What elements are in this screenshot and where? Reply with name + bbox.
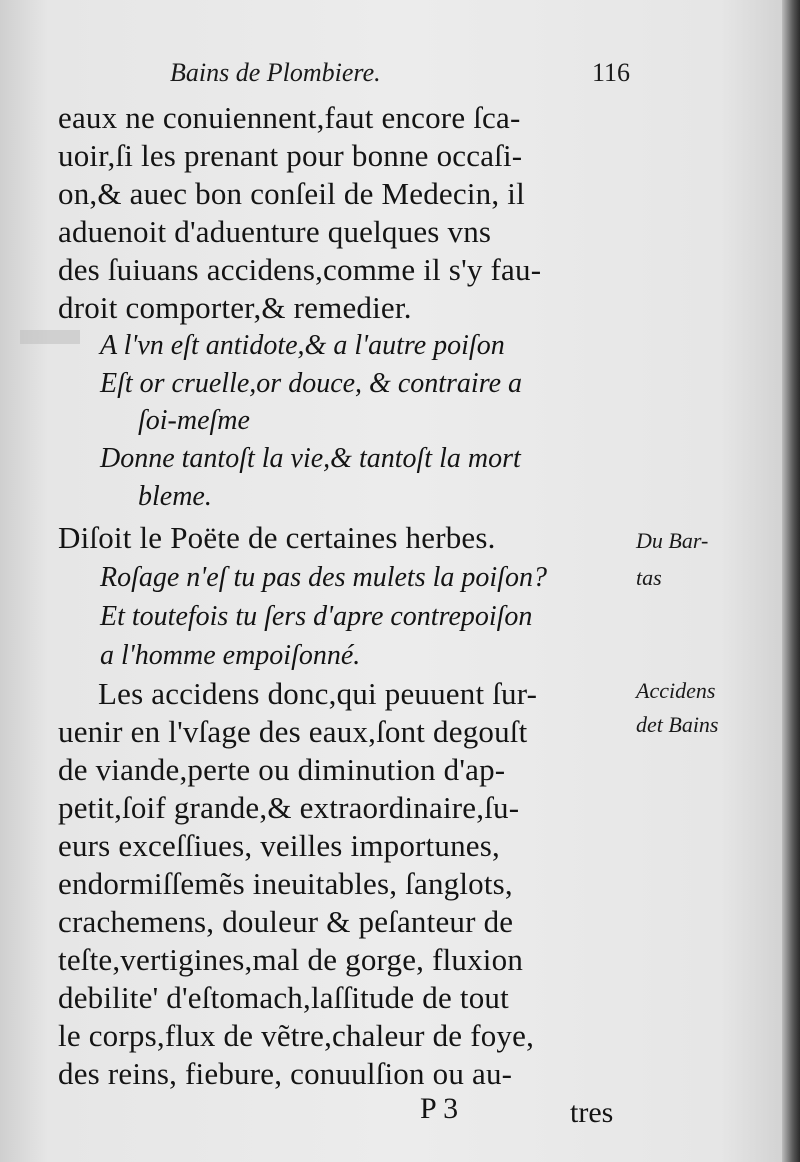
margin-note-accidens: det Bains (636, 712, 719, 737)
verse-line: bleme. (138, 481, 212, 512)
text-line: uoir,ſi les prenant pour bonne occaſi- (58, 138, 523, 173)
verse-line: ſoi-meſme (138, 405, 250, 436)
signature-mark: P 3 (420, 1092, 459, 1125)
margin-note-du-bartas: tas (636, 565, 662, 590)
text-line: petit,ſoif grande,& extraordinaire,ſu- (58, 790, 520, 825)
text-line: des reins, fiebure, conuulſion ou au- (58, 1056, 513, 1091)
verse-line: Donne tantoſt la vie,& tantoſt la mort (100, 443, 521, 474)
margin-note-accidens: Accidens (636, 678, 716, 703)
text-line: aduenoit d'aduenture quelques vns (58, 214, 492, 249)
text-line: on,& auec bon conſeil de Medecin, il (58, 176, 525, 211)
text-line: eurs exceſſiues, veilles importunes, (58, 828, 500, 863)
page-header (170, 58, 630, 88)
text-line: eaux ne conuiennent,faut encore ſca- (58, 100, 521, 135)
verse-line: a l'homme empoiſonné. (100, 640, 361, 671)
text-line: debilite' d'eſtomach,laſſitude de tout (58, 980, 509, 1015)
text-line: teſte,vertigines,mal de gorge, fluxion (58, 942, 524, 977)
verse-line: Et toutefois tu ſers d'apre contrepoiſon (100, 601, 533, 632)
page-number: 116 (591, 58, 630, 87)
catchword: tres (570, 1096, 614, 1129)
page-edge-shadow (782, 0, 800, 1162)
text-line: Les accidens donc,qui peuuent ſur- (98, 676, 538, 711)
margin-note-du-bartas: Du Bar- (636, 528, 709, 553)
text-line: Diſoit le Poëte de certaines herbes. (58, 520, 496, 555)
verse-line: Roſage n'eſ tu pas des mulets la poiſon? (100, 562, 547, 593)
text-line: de viande,perte ou diminution d'ap- (58, 752, 506, 787)
text-line: droit comporter,& remedier. (58, 290, 412, 325)
text-line: le corps,flux de vẽtre,chaleur de foye, (58, 1018, 535, 1053)
running-title: Bains de Plombiere. (170, 58, 381, 87)
text-line: crachemens, douleur & peſanteur de (58, 904, 514, 939)
bleed-through-shadow (20, 330, 80, 344)
verse-line: A l'vn eſt antidote,& a l'autre poiſon (100, 330, 505, 361)
text-line: des ſuiuans accidens,comme il s'y fau- (58, 252, 542, 287)
verse-line: Eſt or cruelle,or douce, & contraire a (100, 368, 522, 399)
text-line: endormiſſemẽs ineuitables, ſanglots, (58, 866, 513, 901)
text-line: uenir en l'vſage des eaux,ſont degouſt (58, 714, 528, 749)
